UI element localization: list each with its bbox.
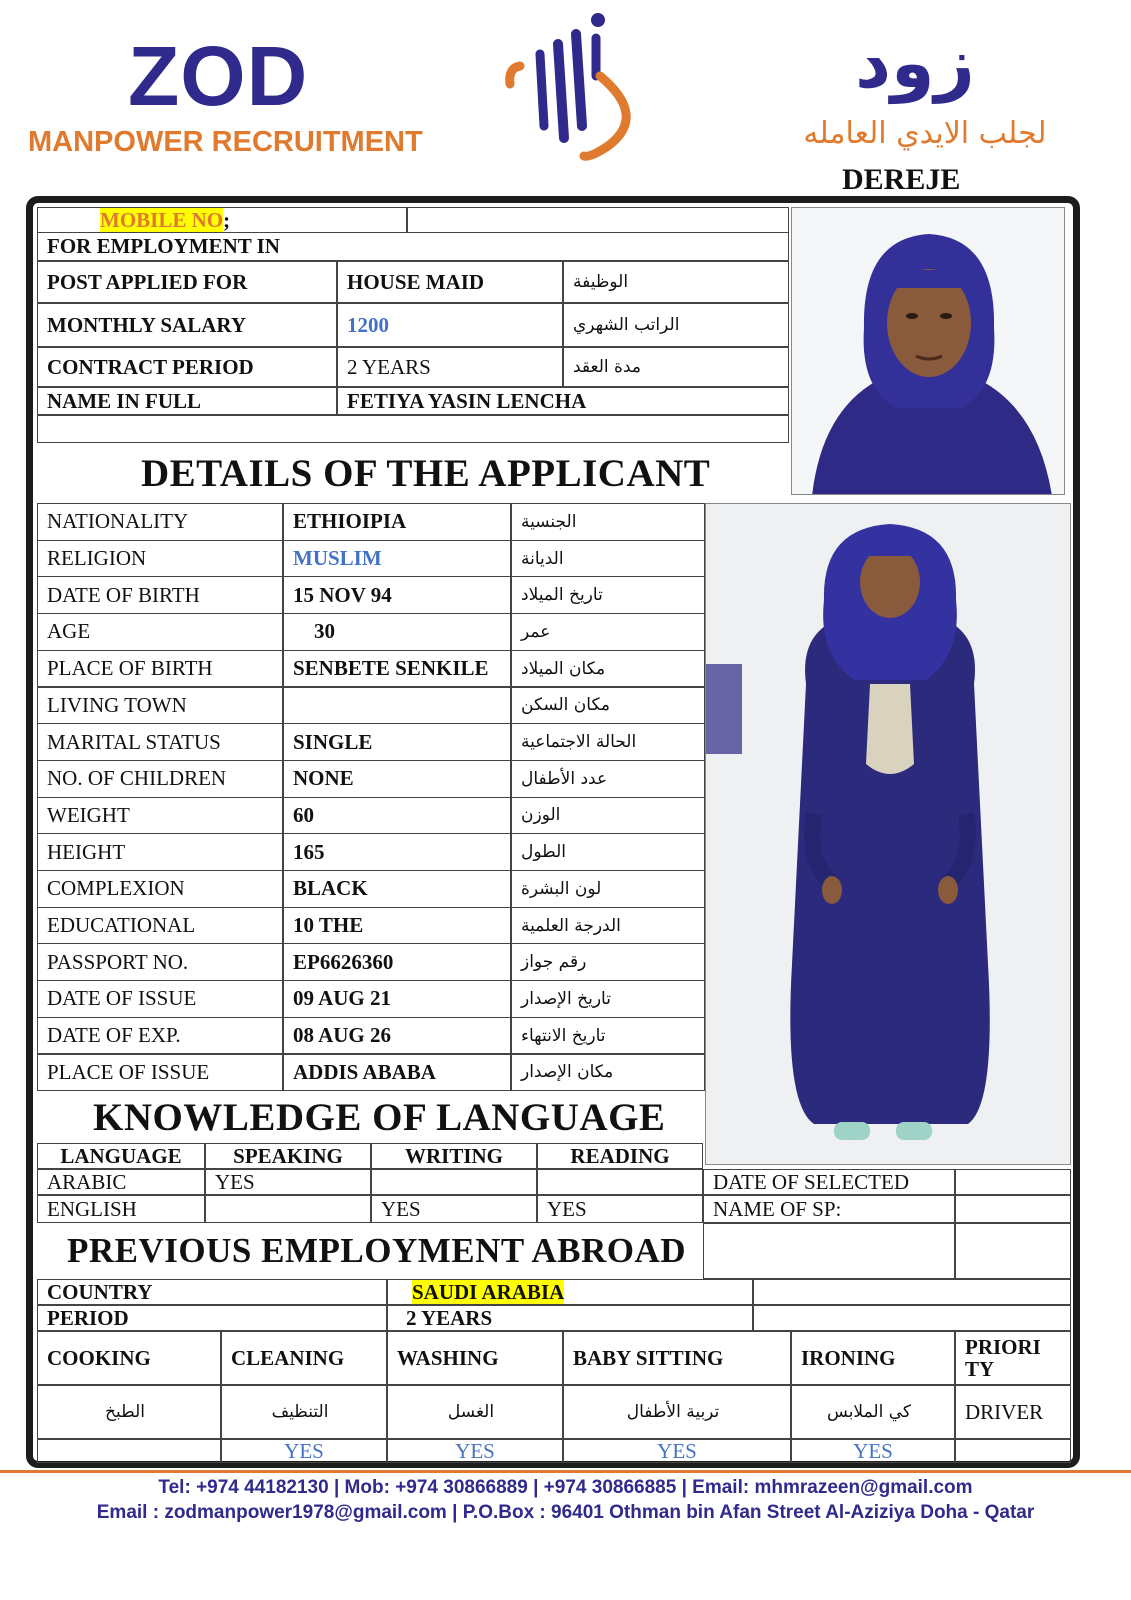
- detail-value: EP6626360: [283, 943, 511, 981]
- salary-label-arabic: الراتب الشهري: [563, 303, 789, 347]
- skill-priority-value: [955, 1439, 1071, 1463]
- detail-label-arabic: لون البشرة: [511, 870, 705, 908]
- post-value: HOUSE MAID: [337, 261, 563, 303]
- arabic-speaking: YES: [205, 1169, 371, 1195]
- previous-employment-title: PREVIOUS EMPLOYMENT ABROAD: [67, 1231, 687, 1270]
- skill-cooking-header: COOKING: [37, 1331, 221, 1385]
- detail-value: 09 AUG 21: [283, 980, 511, 1018]
- country-value-cell: [387, 1279, 753, 1305]
- detail-label: AGE: [37, 613, 283, 651]
- language-header-speaking: SPEAKING: [205, 1143, 371, 1169]
- for-employment: FOR EMPLOYMENT IN: [37, 233, 789, 261]
- mobile-value: [407, 207, 789, 233]
- detail-label-arabic: مكان الإصدار: [511, 1054, 705, 1092]
- detail-value: ETHIOIPIA: [283, 503, 511, 541]
- detail-label-arabic: عدد الأطفال: [511, 760, 705, 798]
- detail-label: LIVING TOWN: [37, 687, 283, 725]
- brand-name: ZOD: [128, 29, 309, 123]
- skill-washing-arabic: الغسل: [387, 1385, 563, 1439]
- skill-cleaning-value: YES: [221, 1439, 387, 1463]
- brand-name-arabic: زود: [855, 22, 975, 104]
- skill-baby-sitting-header: BABY SITTING: [563, 1331, 791, 1385]
- sp-name-value: [955, 1195, 1071, 1223]
- language-header-language: LANGUAGE: [37, 1143, 205, 1169]
- language-english: ENGLISH: [37, 1195, 205, 1223]
- detail-label: HEIGHT: [37, 833, 283, 871]
- portrait-illustration: [792, 208, 1065, 495]
- detail-label: NO. OF CHILDREN: [37, 760, 283, 798]
- name-label: NAME IN FULL: [37, 387, 337, 415]
- blank-row: [37, 415, 789, 443]
- skill-baby-sitting-value: YES: [563, 1439, 791, 1463]
- period-value: 2 YEARS: [387, 1305, 753, 1331]
- detail-value: 165: [283, 833, 511, 871]
- agent-name: DEREJE: [842, 163, 961, 196]
- english-speaking: [205, 1195, 371, 1223]
- salary-label: MONTHLY SALARY: [37, 303, 337, 347]
- detail-label-arabic: عمر: [511, 613, 705, 651]
- name-value: FETIYA YASIN LENCHA: [337, 387, 789, 415]
- detail-value: [283, 687, 511, 725]
- detail-label: PLACE OF ISSUE: [37, 1054, 283, 1092]
- detail-label-arabic: الحالة الاجتماعية: [511, 723, 705, 761]
- detail-label: DATE OF BIRTH: [37, 576, 283, 614]
- contract-value: 2 YEARS: [337, 347, 563, 387]
- footer-contact-line: Tel: +974 44182130 | Mob: +974 30866889 | +974 30866885 | Email: mhmrazeen@gmail.com: [158, 1477, 973, 1498]
- detail-label-arabic: مكان الميلاد: [511, 650, 705, 688]
- skill-priority-header: PRIORI TY: [955, 1331, 1071, 1385]
- salary-value: 1200: [337, 303, 563, 347]
- detail-label: WEIGHT: [37, 797, 283, 835]
- mobile-label: MOBILE NO: [100, 207, 224, 232]
- date-selected-value: [955, 1169, 1071, 1195]
- detail-label: MARITAL STATUS: [37, 723, 283, 761]
- language-header-writing: WRITING: [371, 1143, 537, 1169]
- detail-value: 15 NOV 94: [283, 576, 511, 614]
- detail-value: 10 THE: [283, 907, 511, 945]
- detail-label-arabic: تاريخ الميلاد: [511, 576, 705, 614]
- skill-washing-value: YES: [387, 1439, 563, 1463]
- skill-baby-sitting-arabic: تربية الأطفال: [563, 1385, 791, 1439]
- detail-label-arabic: مكان السكن: [511, 687, 705, 725]
- country-label: COUNTRY: [37, 1279, 387, 1305]
- detail-value: ADDIS ABABA: [283, 1054, 511, 1092]
- detail-label-arabic: رقم جواز: [511, 943, 705, 981]
- sp-name-label: NAME OF SP:: [703, 1195, 955, 1223]
- detail-label-arabic: الوزن: [511, 797, 705, 835]
- brand-subtitle: MANPOWER RECRUITMENT: [28, 126, 423, 158]
- detail-label: RELIGION: [37, 540, 283, 578]
- blank-cell: [703, 1223, 955, 1279]
- blank-cell: [753, 1305, 1071, 1331]
- skill-priority-arabic: DRIVER: [955, 1385, 1071, 1439]
- post-label-arabic: الوظيفة: [563, 261, 789, 303]
- full-body-illustration: [706, 504, 1071, 1165]
- date-selected-label: DATE OF SELECTED: [703, 1169, 955, 1195]
- detail-label-arabic: الجنسية: [511, 503, 705, 541]
- skill-cleaning-arabic: التنظيف: [221, 1385, 387, 1439]
- detail-label: EDUCATIONAL: [37, 907, 283, 945]
- post-label: POST APPLIED FOR: [37, 261, 337, 303]
- skill-washing-header: WASHING: [387, 1331, 563, 1385]
- brand-subtitle-arabic: لجلب الايدي العامله: [803, 116, 1047, 151]
- language-title: KNOWLEDGE OF LANGUAGE: [93, 1096, 666, 1139]
- skill-ironing-value: YES: [791, 1439, 955, 1463]
- contract-label-arabic: مدة العقد: [563, 347, 789, 387]
- skill-ironing-header: IRONING: [791, 1331, 955, 1385]
- mobile-label-cell: [37, 207, 407, 233]
- application-form: [26, 196, 1080, 1468]
- detail-label: COMPLEXION: [37, 870, 283, 908]
- detail-value: 30: [283, 613, 511, 651]
- period-label: PERIOD: [37, 1305, 387, 1331]
- detail-label: DATE OF ISSUE: [37, 980, 283, 1018]
- detail-value: SENBETE SENKILE: [283, 650, 511, 688]
- applicant-full-body-photo: [705, 503, 1071, 1165]
- english-writing: YES: [371, 1195, 537, 1223]
- skill-ironing-arabic: كي الملابس: [791, 1385, 955, 1439]
- detail-value: 60: [283, 797, 511, 835]
- applicant-portrait-photo: [791, 207, 1065, 495]
- arabic-writing: [371, 1169, 537, 1195]
- footer-address-line: Email : zodmanpower1978@gmail.com | P.O.Box : 96401 Othman bin Afan Street Al-Aziziya Doha - Qatar: [96, 1502, 1035, 1523]
- details-title: DETAILS OF THE APPLICANT: [141, 452, 711, 495]
- skill-cooking-arabic: الطبخ: [37, 1385, 221, 1439]
- detail-value: 08 AUG 26: [283, 1017, 511, 1055]
- country-value: SAUDI ARABIA: [412, 1279, 565, 1304]
- detail-label-arabic: الطول: [511, 833, 705, 871]
- detail-label: NATIONALITY: [37, 503, 283, 541]
- detail-value: NONE: [283, 760, 511, 798]
- detail-label: DATE OF EXP.: [37, 1017, 283, 1055]
- skill-cooking-value: [37, 1439, 221, 1463]
- detail-label-arabic: تاريخ الإصدار: [511, 980, 705, 1018]
- company-logo: [500, 6, 650, 178]
- mobile-separator: ;: [223, 207, 231, 232]
- detail-value: SINGLE: [283, 723, 511, 761]
- blank-cell: [753, 1279, 1071, 1305]
- detail-label: PLACE OF BIRTH: [37, 650, 283, 688]
- detail-value: BLACK: [283, 870, 511, 908]
- detail-label: PASSPORT NO.: [37, 943, 283, 981]
- language-arabic: ARABIC: [37, 1169, 205, 1195]
- detail-label-arabic: تاريخ الانتهاء: [511, 1017, 705, 1055]
- detail-label-arabic: الديانة: [511, 540, 705, 578]
- footer-divider: [0, 1470, 1131, 1473]
- detail-value: MUSLIM: [283, 540, 511, 578]
- detail-label-arabic: الدرجة العلمية: [511, 907, 705, 945]
- language-header-reading: READING: [537, 1143, 703, 1169]
- contract-label: CONTRACT PERIOD: [37, 347, 337, 387]
- english-reading: YES: [537, 1195, 703, 1223]
- blank-cell: [955, 1223, 1071, 1279]
- skill-cleaning-header: CLEANING: [221, 1331, 387, 1385]
- arabic-reading: [537, 1169, 703, 1195]
